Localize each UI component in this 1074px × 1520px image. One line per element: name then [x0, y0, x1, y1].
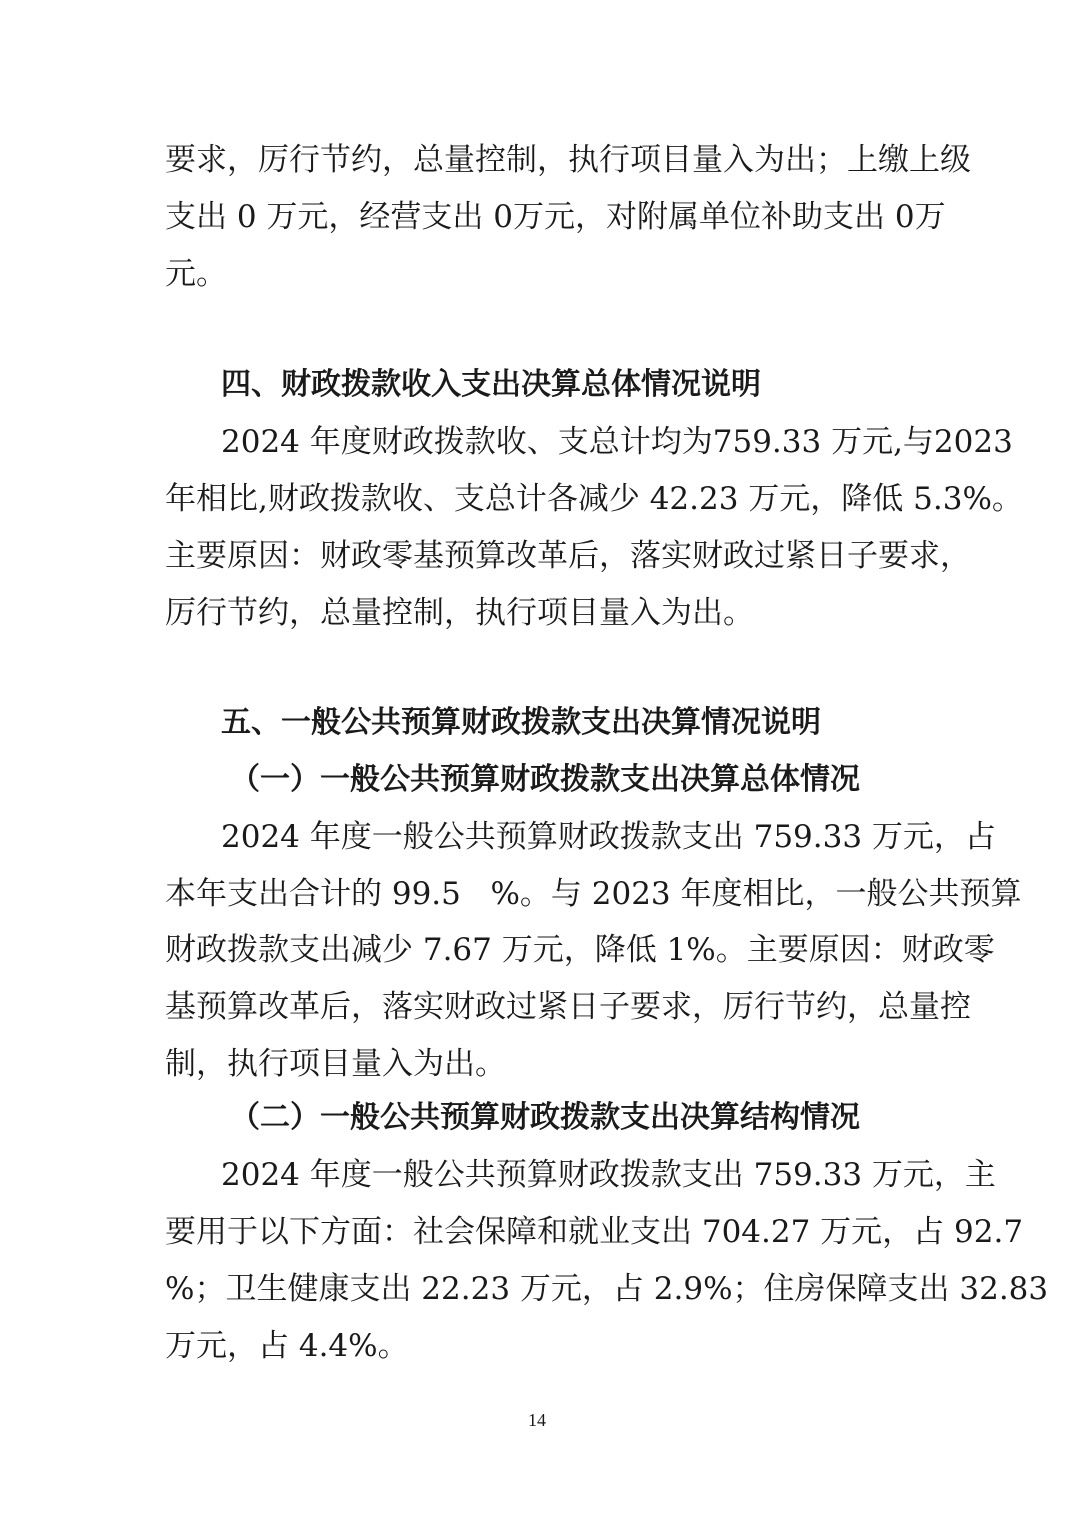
- paragraph-line: 要用于以下方面：社会保障和就业支出 704.27 万元，占 92.7: [165, 1214, 1024, 1250]
- paragraph-line: 2024 年度一般公共预算财政拨款支出 759.33 万元，占: [221, 819, 996, 855]
- paragraph-line: 本年支出合计的 99.5 %。与 2023 年度相比，一般公共预算: [165, 876, 1022, 912]
- section-heading: 四、财政拨款收入支出决算总体情况说明: [221, 367, 761, 402]
- section-heading: 五、一般公共预算财政拨款支出决算情况说明: [221, 705, 821, 740]
- paragraph-line: 主要原因：财政零基预算改革后，落实财政过紧日子要求，: [165, 538, 971, 574]
- page-number: 14: [528, 1410, 546, 1430]
- paragraph-line: 基预算改革后，落实财政过紧日子要求，厉行节约，总量控: [165, 989, 971, 1025]
- paragraph-line: 万元，占 4.4%。: [165, 1328, 409, 1364]
- paragraph-line: 要求，厉行节约，总量控制，执行项目量入为出；上缴上级: [165, 142, 971, 178]
- paragraph-line: 厉行节约，总量控制，执行项目量入为出。: [165, 595, 754, 631]
- paragraph-line: 财政拨款支出减少 7.67 万元，降低 1%。主要原因：财政零: [165, 932, 995, 968]
- paragraph-line: 制，执行项目量入为出。: [165, 1046, 506, 1082]
- paragraph-line: 2024 年度财政拨款收、支总计均为759.33 万元,与2023: [221, 424, 1013, 460]
- paragraph-line: 2024 年度一般公共预算财政拨款支出 759.33 万元，主: [221, 1157, 996, 1193]
- paragraph-line: 支出 0 万元，经营支出 0万元，对附属单位补助支出 0万: [165, 199, 946, 235]
- subsection-heading: （一）一般公共预算财政拨款支出决算总体情况: [230, 762, 860, 797]
- subsection-heading: （二）一般公共预算财政拨款支出决算结构情况: [230, 1100, 860, 1135]
- paragraph-line: 元。: [165, 256, 227, 292]
- paragraph-line: %；卫生健康支出 22.23 万元，占 2.9%；住房保障支出 32.83: [165, 1271, 1049, 1307]
- paragraph-line: 年相比,财政拨款收、支总计各减少 42.23 万元，降低 5.3%。: [165, 481, 1023, 517]
